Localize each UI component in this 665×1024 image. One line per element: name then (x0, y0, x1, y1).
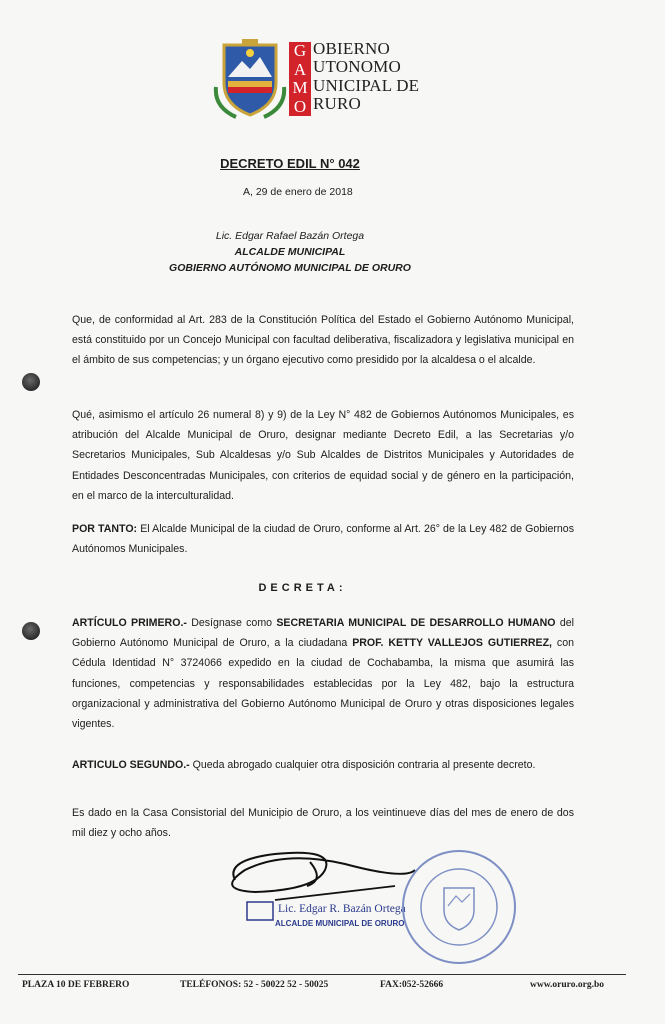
gamo-letter: M (292, 78, 308, 97)
closing-paragraph: Es dado en la Casa Consistorial del Municipio de Oruro, a los veintinueve días del mes de enero de dos mil diez y ocho años. (72, 807, 574, 840)
municipal-crest-logo (212, 37, 288, 121)
article-second (72, 755, 574, 775)
institution-word: UNICIPAL DE (313, 75, 420, 95)
article-first (72, 613, 574, 734)
article-text: del Gobierno Autónomo Municipal de Oruro, a la ciudadana (72, 617, 574, 650)
institution-word: RURO (313, 94, 362, 114)
addressee-entity: GOBIERNO AUTÓNOMO MUNICIPAL DE ORURO (169, 262, 411, 274)
signature-stamp-role: ALCALDE MUNICIPAL DE ORURO (275, 919, 405, 928)
article-first-label: ARTÍCULO PRIMERO.- (72, 617, 187, 629)
decree-date: A, 29 de enero de 2018 (243, 186, 353, 198)
article-text: con Cédula Identidad N° 3724066 expedido en la ciudad de Cochabamba, la misma que asumirá las funciones, competencias y responsabilidades establecidas por la Ley 482, bajo la estructura organizacional y administrativa del Gobierno Autónomo Municipal de Oruro y otras disposiciones legales vigentes. (72, 637, 574, 731)
gamo-letter: A (293, 59, 307, 79)
institution-word: OBIERNO (313, 39, 390, 58)
por-tanto-text: El Alcalde Municipal de la ciudad de Oruro, conforme al Art. 26° de la Ley 482 de Gobiernos Autónomos Municipales. (72, 523, 574, 556)
decree-title: DECRETO EDIL N° 042 (220, 156, 360, 171)
institution-word: UTONOMO (313, 57, 401, 77)
gamo-letter: O (293, 96, 307, 116)
punch-hole (22, 373, 40, 391)
footer-address: PLAZA 10 DE FEBRERO (22, 980, 130, 990)
paragraph-law-482: Qué, asimismo el artículo 26 numeral 8) y 9) de la Ley N° 482 de Gobiernos Autónomos Municipales, es atribución del Alcalde Municipal de Oruro, designar mediante Decreto Edil, a las Secretarias y/o Secretarios Municipales, Sub Alcaldesas y/o Sub Alcaldes de Distritos Municipales y Autoridades de Entidades Desconcentradas Municipales, con criterios de equidad social y de género en la participación, en el marco de la interculturalidad. (72, 409, 574, 502)
por-tanto-label: POR TANTO: (72, 523, 138, 535)
gamo-letter: G (293, 41, 307, 60)
article-second-text: Queda abrogado cualquier otra disposición contraria al presente decreto. (189, 759, 536, 771)
designated-person: PROF. KETTY VALLEJOS GUTIERREZ, (352, 637, 552, 650)
punch-hole (22, 622, 40, 640)
paragraph-constitution: Que, de conformidad al Art. 283 de la Constitución Política del Estado el Gobierno Autónomo Municipal, está constituido por un Concejo Municipal con facultad deliberativa, fiscalizadora y legislativa municipal en el ámbito de sus competencias; y un órgano ejecutivo como presidido por la alcaldesa o el alcalde. (72, 314, 574, 367)
addressee-name: Lic. Edgar Rafael Bazán Ortega (215, 230, 365, 242)
official-seal (400, 848, 518, 966)
article-text: Desígnase como (186, 617, 277, 629)
addressee-role: ALCALDE MUNICIPAL (234, 246, 346, 258)
footer-phones: TELÉFONOS: 52 - 50022 52 - 50025 (180, 980, 329, 990)
signature-stamp-name: Lic. Edgar R. Bazán Ortega (278, 903, 406, 915)
gamo-letter-bar (289, 42, 311, 116)
footer-fax: FAX:052-52666 (380, 980, 444, 990)
footer-website[interactable]: www.oruro.org.bo (530, 980, 604, 990)
institution-name (313, 40, 419, 114)
article-second-label: ARTICULO SEGUNDO.- (72, 759, 190, 771)
paragraph-por-tanto (72, 519, 574, 559)
designated-position: SECRETARIA MUNICIPAL DE DESARROLLO HUMANO (276, 617, 556, 629)
footer-divider (18, 974, 626, 975)
decreta-heading: DECRETA: (258, 582, 347, 594)
